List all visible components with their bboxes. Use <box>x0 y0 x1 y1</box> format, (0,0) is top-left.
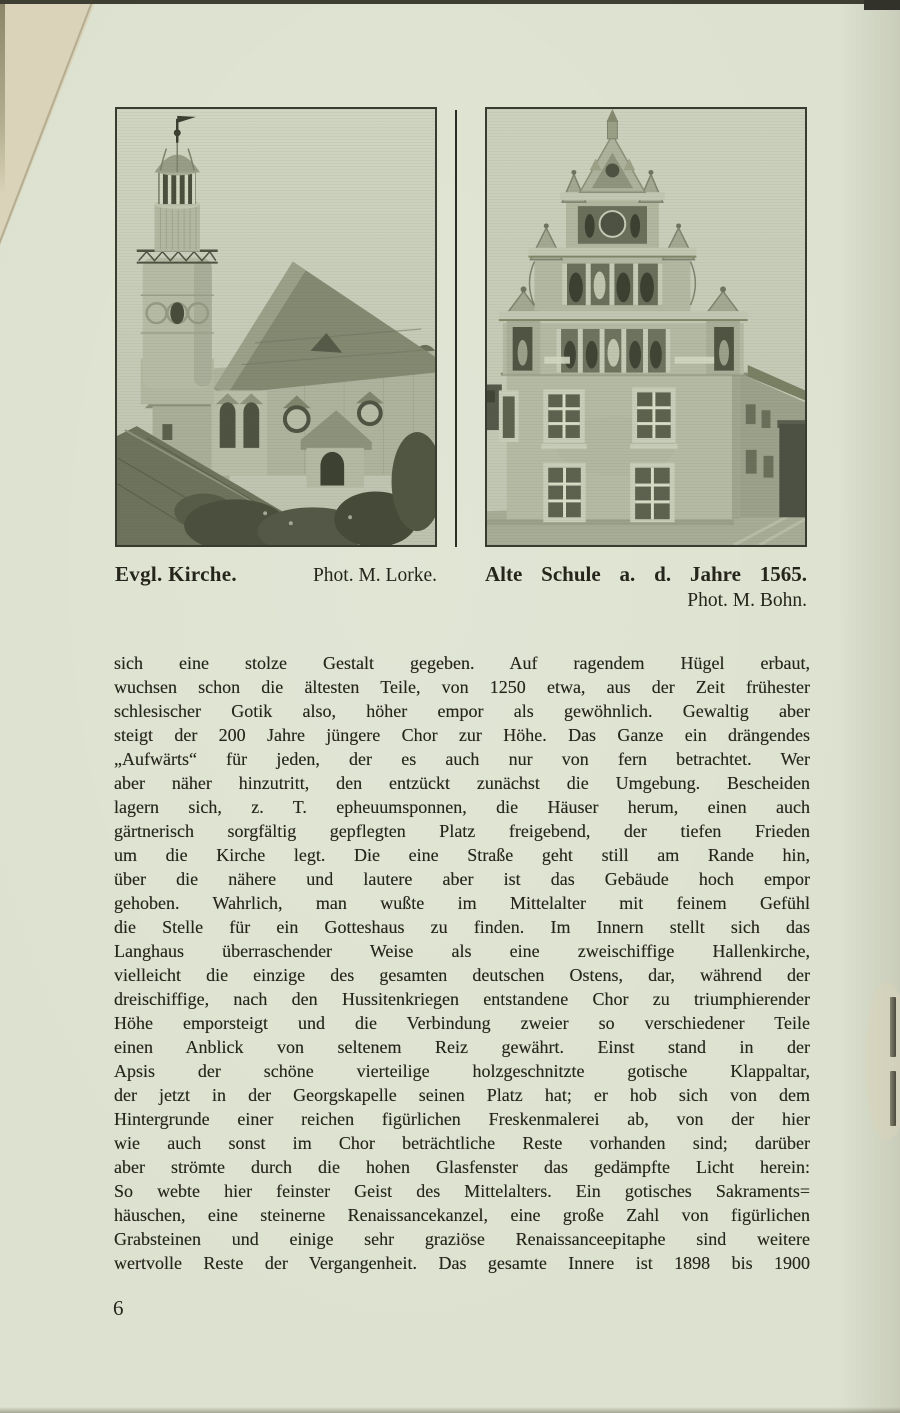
body-line: häuschen, eine steinerne Renaissancekanzel, eine große Zahl von figürlichen <box>114 1205 810 1225</box>
body-line: wuchsen schon die ältesten Teile, von 1250 etwa, aus der Zeit frühester <box>114 677 810 697</box>
staple <box>889 997 897 1126</box>
window <box>630 387 677 448</box>
body-line: Apsis der schöne vierteilige holzgeschnitzte gotische Klappaltar, <box>114 1061 810 1081</box>
body-line: Höhe emporsteigt und die Verbindung zweier so verschiedener Teile <box>114 1013 810 1033</box>
body-line: So webte hier feinster Geist des Mittelalters. Ein gotisches Sakraments= <box>114 1181 810 1201</box>
scan-edge-top-right <box>864 0 900 10</box>
figure-school <box>485 107 807 547</box>
body-line: steigt der 200 Jahre jüngere Chor zur Höhe. Das Ganze ein drängendes <box>114 725 810 745</box>
body-line: der jetzt in der Georgskapelle seinen Platz hat; er hob sich von dem <box>114 1085 810 1105</box>
caption-church-credit: Phot. M. Lorke. <box>312 565 437 586</box>
caption-school-title: Alte Schule a. d. Jahre 1565. <box>485 562 807 586</box>
window <box>543 463 585 522</box>
body-line: sich eine stolze Gestalt gegeben. Auf ragendem Hügel erbaut, <box>114 653 810 673</box>
scan-edge-bottom <box>0 1407 900 1413</box>
body-line: um die Kirche legt. Die eine Straße geht still am Rande hin, <box>114 845 810 865</box>
body-line: aber strömte durch die hohen Glasfenster das gedämpfte Licht herein: <box>114 1157 810 1177</box>
window <box>630 463 674 522</box>
figure-divider-rule <box>455 110 457 547</box>
caption-school-credit: Phot. M. Bohn. <box>687 590 807 611</box>
body-line: gehoben. Wahrlich, man wußte im Mittelalter mit feinem Gefühl <box>114 893 810 913</box>
body-line: lagern sich, z. T. epheuumsponnen, die Häuser herum, einen auch <box>114 797 810 817</box>
body-line: Langhaus überraschender Weise als eine zweischiffige Hallenkirche, <box>114 941 810 961</box>
body-line: aber näher hinzutritt, den entzückt zunächst die Umgebung. Bescheiden <box>114 773 810 793</box>
body-text <box>114 651 810 1275</box>
scan-edge-top <box>0 0 900 4</box>
page-corner-fold <box>0 0 96 246</box>
body-line: Grabsteinen und einige sehr graziöse Renaissanceepitaphe sind weitere <box>114 1229 810 1249</box>
caption-church-title: Evgl. Kirche. <box>115 562 237 586</box>
body-line: Hintergrunde einer reichen figürlichen Freskenmalerei ab, von der hier <box>114 1109 810 1129</box>
body-line: die Stelle für ein Gotteshaus zu finden. Im Innern stellt sich das <box>114 917 810 937</box>
scan-edge-left <box>0 0 5 195</box>
school-photo <box>487 109 805 545</box>
body-line: einen Anblick von seltenem Reiz gewährt. Einst stand in der <box>114 1037 810 1057</box>
body-line: wertvolle Reste der Vergangenheit. Das gesamte Innere ist 1898 bis 1900 <box>114 1253 810 1273</box>
body-line: schlesischer Gotik also, höher empor als gewöhnlich. Gewaltig aber <box>114 701 810 721</box>
body-line: gärtnerisch sorgfältig gepflegten Platz freigebend, der tiefen Frieden <box>114 821 810 841</box>
staple-leg-bottom <box>890 1071 896 1126</box>
figure-church <box>115 107 437 547</box>
staple-leg-top <box>890 997 896 1057</box>
body-line: „Aufwärts“ für jeden, der es auch nur von fern betrachtet. Wer <box>114 749 810 769</box>
page-number: 6 <box>113 1296 124 1320</box>
body-line: über die nähere und lautere aber ist das Gebäude hoch empor <box>114 869 810 889</box>
body-line: dreischiffige, nach den Hussitenkriegen entstandene Chor zu triumphierender <box>114 989 810 1009</box>
church-photo <box>117 109 435 545</box>
caption-church <box>115 562 437 587</box>
body-line: vielleicht die einzige des gesamten deutschen Ostens, dar, während der <box>114 965 810 985</box>
caption-school <box>485 562 807 612</box>
body-line: wie auch sonst im Chor beträchtliche Reste vorhanden sind; darüber <box>114 1133 810 1153</box>
window <box>541 389 586 448</box>
